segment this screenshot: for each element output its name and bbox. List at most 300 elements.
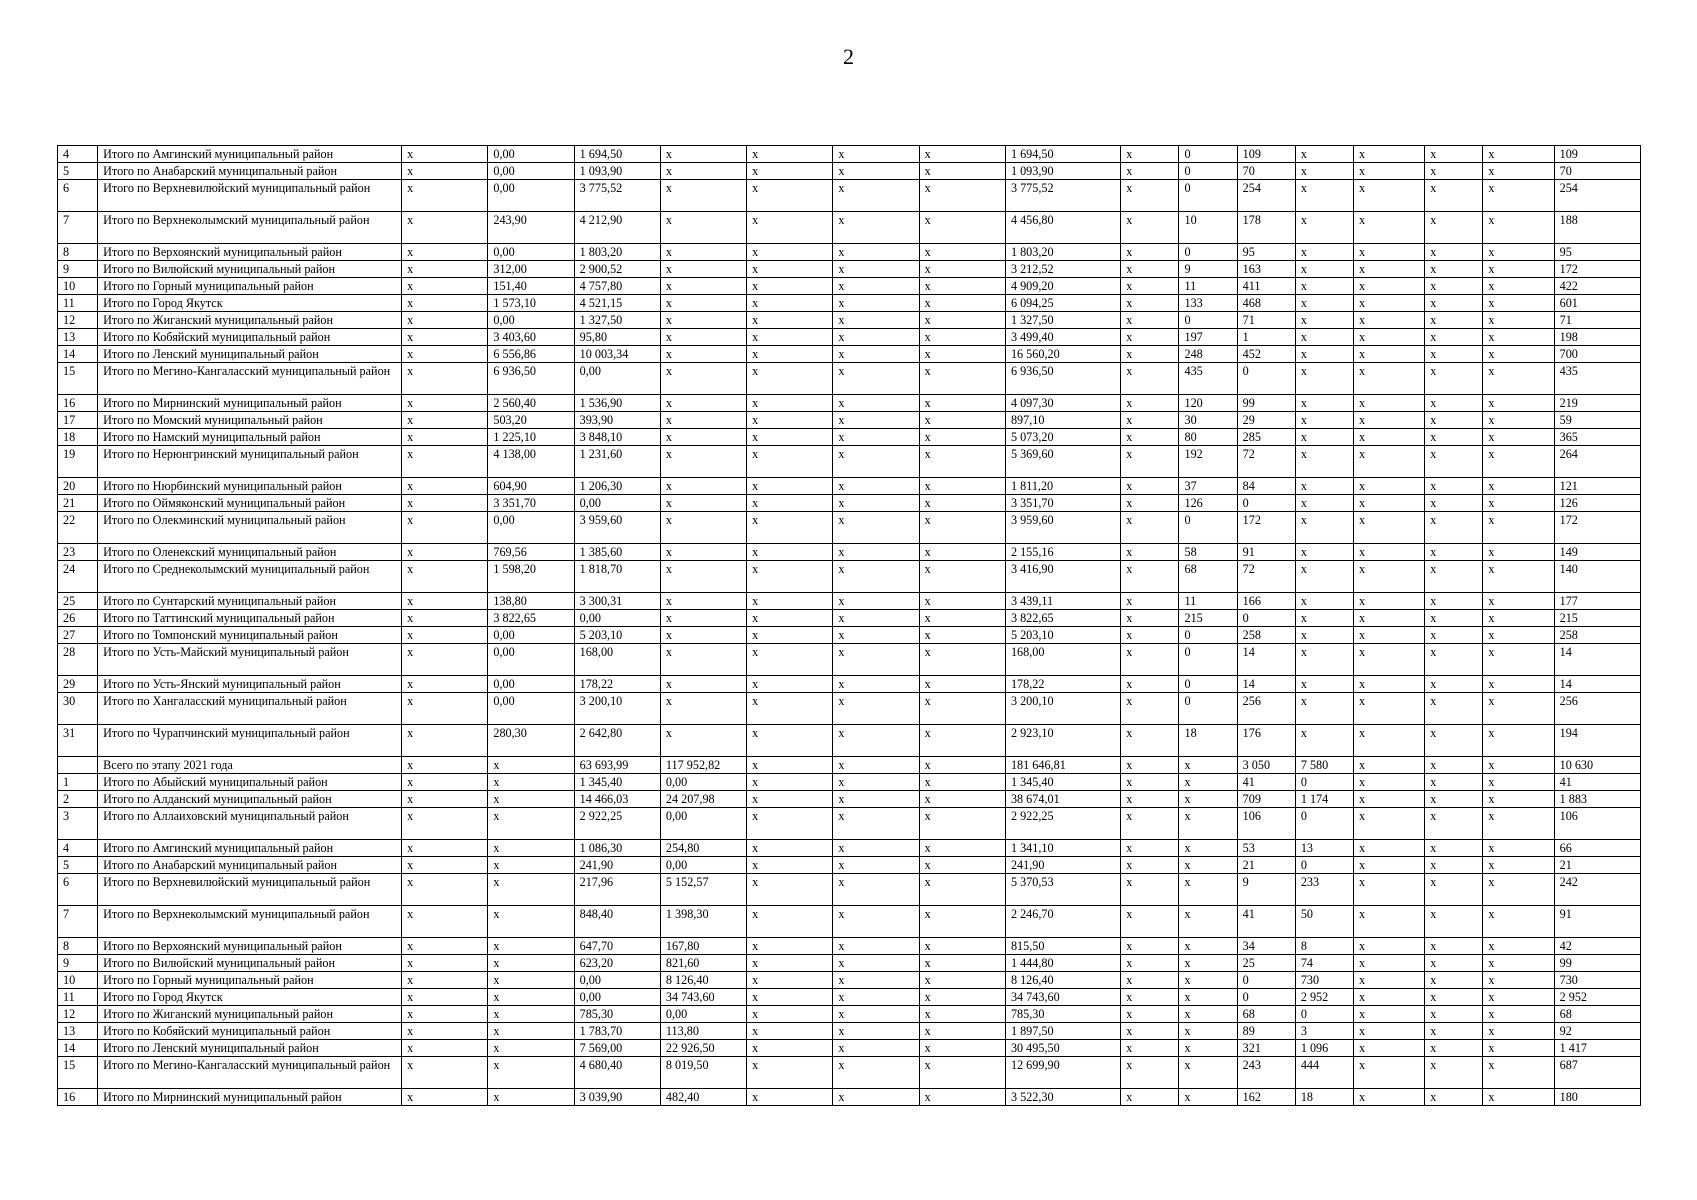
table-cell: x [402,1006,488,1023]
district-name-cell: Итого по Горный муниципальный район [98,278,402,295]
table-row [58,808,1641,840]
table-cell: x [1353,346,1424,363]
table-cell: x [747,1057,833,1089]
table-cell: 0 [1237,972,1295,989]
table-cell: 444 [1295,1057,1353,1089]
district-name-cell: Итого по Хангаласский муниципальный район [98,693,402,725]
table-cell: x [402,774,488,791]
table-cell: 71 [1237,312,1295,329]
table-cell: x [1425,346,1483,363]
district-name-cell: Итого по Вилюйский муниципальный район [98,261,402,278]
row-number-cell: 30 [58,693,98,725]
table-cell: x [402,278,488,295]
table-cell: x [1179,938,1237,955]
table-cell: x [833,1057,919,1089]
table-cell: x [747,329,833,346]
table-cell: x [660,180,746,212]
table-body [58,146,1641,1106]
table-row [58,429,1641,446]
table-cell: 198 [1554,329,1640,346]
table-cell: 0 [1237,363,1295,395]
table-cell: 1 327,50 [1005,312,1120,329]
table-cell: 109 [1554,146,1640,163]
table-cell: 0,00 [488,244,574,261]
table-cell: x [747,1023,833,1040]
table-cell: 0,00 [574,972,660,989]
table-cell: 254 [1554,180,1640,212]
table-cell: 0,00 [488,180,574,212]
row-number-cell: 12 [58,312,98,329]
table-cell: x [1179,1023,1237,1040]
table-cell: 3 439,11 [1005,593,1120,610]
table-cell: 0,00 [660,808,746,840]
table-cell: 623,20 [574,955,660,972]
table-cell: x [402,938,488,955]
table-cell: x [402,627,488,644]
table-cell: x [1121,840,1179,857]
table-row [58,676,1641,693]
table-cell: x [833,180,919,212]
table-cell: 8 126,40 [660,972,746,989]
table-cell: x [747,1089,833,1106]
table-cell: x [1121,1040,1179,1057]
table-cell: x [1353,512,1424,544]
table-cell: 1 345,40 [1005,774,1120,791]
table-cell: x [1353,593,1424,610]
row-number-cell: 5 [58,163,98,180]
table-cell: x [660,146,746,163]
table-cell: 730 [1295,972,1353,989]
housing-program-table [57,145,1641,1106]
table-cell: x [919,610,1005,627]
table-cell: x [1179,955,1237,972]
table-cell: x [402,906,488,938]
row-number-cell: 14 [58,1040,98,1057]
row-number-cell: 16 [58,1089,98,1106]
table-cell: 30 495,50 [1005,1040,1120,1057]
table-cell: x [488,906,574,938]
table-cell: x [1121,906,1179,938]
table-cell: 172 [1237,512,1295,544]
table-cell: 1 345,40 [574,774,660,791]
table-cell: x [833,163,919,180]
table-cell: x [919,261,1005,278]
table-row [58,644,1641,676]
table-cell: x [833,295,919,312]
table-cell: x [402,429,488,446]
table-row [58,495,1641,512]
table-cell: 730 [1554,972,1640,989]
table-cell: x [402,395,488,412]
table-cell: x [1483,627,1554,644]
row-number-cell: 13 [58,329,98,346]
table-cell: x [833,561,919,593]
table-cell: x [1353,676,1424,693]
table-cell: x [1353,495,1424,512]
table-cell: 241,90 [574,857,660,874]
row-number-cell: 6 [58,180,98,212]
row-number-cell: 18 [58,429,98,446]
table-cell: 0,00 [488,693,574,725]
table-cell: x [402,989,488,1006]
table-cell: x [402,808,488,840]
district-name-cell: Всего по этапу 2021 года [98,757,402,774]
table-cell: 6 936,50 [1005,363,1120,395]
table-cell: x [1483,857,1554,874]
table-cell: x [833,244,919,261]
table-cell: x [402,1089,488,1106]
table-cell: 25 [1237,955,1295,972]
table-cell: 3 775,52 [574,180,660,212]
district-name-cell: Итого по Оймяконский муниципальный район [98,495,402,512]
table-cell: x [1353,295,1424,312]
table-cell: x [1483,774,1554,791]
table-cell: x [1425,561,1483,593]
table-cell: 42 [1554,938,1640,955]
table-cell: x [1295,180,1353,212]
table-cell: x [1121,725,1179,757]
table-cell: 91 [1237,544,1295,561]
table-cell: x [1179,808,1237,840]
district-name-cell: Итого по Верхневилюйский муниципальный район [98,180,402,212]
table-cell: x [1483,446,1554,478]
table-cell: x [1121,610,1179,627]
table-cell: x [1483,757,1554,774]
table-cell: 5 369,60 [1005,446,1120,478]
table-cell: x [402,512,488,544]
table-cell: x [402,544,488,561]
table-cell: 393,90 [574,412,660,429]
table-cell: x [833,955,919,972]
table-cell: x [1121,278,1179,295]
table-cell: 0,00 [660,857,746,874]
table-cell: x [1121,312,1179,329]
table-cell: x [1483,1089,1554,1106]
table-cell: x [833,593,919,610]
table-cell: x [402,874,488,906]
table-cell: x [1483,278,1554,295]
table-cell: x [919,906,1005,938]
table-cell: x [747,693,833,725]
table-cell: 815,50 [1005,938,1120,955]
table-cell: x [1483,808,1554,840]
table-cell: x [660,725,746,757]
table-cell: x [1353,627,1424,644]
row-number-cell: 16 [58,395,98,412]
table-cell: 162 [1237,1089,1295,1106]
table-cell: 4 138,00 [488,446,574,478]
table-cell: x [1425,644,1483,676]
table-cell: 50 [1295,906,1353,938]
table-cell: x [833,644,919,676]
table-cell: x [747,808,833,840]
table-cell: x [1353,693,1424,725]
table-cell: 1 818,70 [574,561,660,593]
table-cell: x [747,544,833,561]
district-name-cell: Итого по Мирнинский муниципальный район [98,1089,402,1106]
table-cell: 38 674,01 [1005,791,1120,808]
table-cell: 219 [1554,395,1640,412]
table-cell: 0,00 [660,1006,746,1023]
table-cell: x [660,395,746,412]
table-cell: x [402,972,488,989]
table-cell: 1 811,20 [1005,478,1120,495]
table-cell: 178 [1237,212,1295,244]
table-cell: x [1295,429,1353,446]
table-cell: 422 [1554,278,1640,295]
table-cell: x [402,163,488,180]
table-cell: x [747,676,833,693]
table-cell: x [1353,478,1424,495]
table-cell: x [1121,180,1179,212]
table-cell: x [1483,244,1554,261]
table-cell: x [919,146,1005,163]
row-number-cell: 1 [58,774,98,791]
table-cell: 4 456,80 [1005,212,1120,244]
table-cell: x [1121,544,1179,561]
table-cell: x [402,561,488,593]
table-cell: 177 [1554,593,1640,610]
table-cell: x [660,478,746,495]
table-cell: 14 [1237,676,1295,693]
table-cell: 3 039,90 [574,1089,660,1106]
table-cell: x [1353,757,1424,774]
table-cell: x [660,163,746,180]
table-cell: x [1179,757,1237,774]
table-cell: x [660,261,746,278]
table-cell: x [919,1089,1005,1106]
table-cell: 22 926,50 [660,1040,746,1057]
table-cell: x [1425,791,1483,808]
table-cell: x [747,874,833,906]
table-cell: 0,00 [488,512,574,544]
table-cell: x [833,1006,919,1023]
table-cell: 601 [1554,295,1640,312]
table-cell: 503,20 [488,412,574,429]
table-cell: 58 [1179,544,1237,561]
table-row [58,840,1641,857]
district-name-cell: Итого по Верхоянский муниципальный район [98,938,402,955]
table-cell: 68 [1237,1006,1295,1023]
table-cell: x [1121,857,1179,874]
district-name-cell: Итого по Верхоянский муниципальный район [98,244,402,261]
table-cell: 3 499,40 [1005,329,1120,346]
table-cell: x [1353,395,1424,412]
table-cell: x [402,363,488,395]
table-cell: x [1353,938,1424,955]
table-cell: 365 [1554,429,1640,446]
table-cell: x [919,180,1005,212]
table-cell: x [1121,1006,1179,1023]
table-cell: x [660,693,746,725]
table-cell: x [919,989,1005,1006]
table-cell: x [1483,261,1554,278]
table-cell: x [833,627,919,644]
table-cell: x [1483,840,1554,857]
table-cell: 63 693,99 [574,757,660,774]
table-cell: 0,00 [488,163,574,180]
table-cell: 647,70 [574,938,660,955]
table-cell: x [1179,791,1237,808]
table-cell: x [1483,395,1554,412]
table-cell: x [1483,561,1554,593]
table-cell: x [488,840,574,857]
table-cell: x [1425,840,1483,857]
table-cell: x [747,906,833,938]
table-cell: x [1179,840,1237,857]
table-cell: x [1121,346,1179,363]
table-row [58,972,1641,989]
table-row [58,725,1641,757]
table-cell: x [1179,857,1237,874]
table-cell: 180 [1554,1089,1640,1106]
table-cell: 2 642,80 [574,725,660,757]
table-cell: 2 923,10 [1005,725,1120,757]
table-cell: 197 [1179,329,1237,346]
table-cell: x [488,938,574,955]
table-cell: x [747,512,833,544]
table-cell: 0 [1295,1006,1353,1023]
table-cell: 821,60 [660,955,746,972]
table-cell: x [833,412,919,429]
table-cell: 37 [1179,478,1237,495]
table-cell: x [1425,544,1483,561]
district-name-cell: Итого по Намский муниципальный район [98,429,402,446]
table-cell: 2 155,16 [1005,544,1120,561]
table-cell: x [1483,791,1554,808]
table-cell: x [1353,1023,1424,1040]
table-cell: x [919,791,1005,808]
table-cell: 120 [1179,395,1237,412]
table-cell: x [833,840,919,857]
table-cell: x [1121,495,1179,512]
row-number-cell: 27 [58,627,98,644]
table-cell: x [1121,212,1179,244]
table-cell: x [402,412,488,429]
table-cell: x [1425,512,1483,544]
row-number-cell: 13 [58,1023,98,1040]
table-cell: x [1483,163,1554,180]
table-cell: 687 [1554,1057,1640,1089]
table-cell: x [1353,146,1424,163]
table-cell: x [1353,180,1424,212]
table-cell: x [833,278,919,295]
table-cell: x [747,312,833,329]
table-cell: x [919,676,1005,693]
table-cell: x [660,212,746,244]
table-cell: x [1353,906,1424,938]
table-row [58,295,1641,312]
table-cell: 1 598,20 [488,561,574,593]
district-name-cell: Итого по Кобяйский муниципальный район [98,1023,402,1040]
table-cell: x [1483,989,1554,1006]
row-number-cell: 12 [58,1006,98,1023]
district-name-cell: Итого по Усть-Майский муниципальный район [98,644,402,676]
table-cell: 5 203,10 [574,627,660,644]
table-cell: x [1425,329,1483,346]
table-row [58,610,1641,627]
table-cell: x [1425,972,1483,989]
table-cell: x [402,180,488,212]
table-cell: x [747,561,833,593]
row-number-cell: 20 [58,478,98,495]
table-row [58,312,1641,329]
table-cell: 3 959,60 [574,512,660,544]
table-cell: x [747,346,833,363]
district-name-cell: Итого по Оленекский муниципальный район [98,544,402,561]
table-cell: 4 212,90 [574,212,660,244]
district-name-cell: Итого по Амгинский муниципальный район [98,840,402,857]
table-cell: 1 [1237,329,1295,346]
table-cell: x [1353,644,1424,676]
table-cell: x [833,429,919,446]
row-number-cell: 28 [58,644,98,676]
row-number-cell: 22 [58,512,98,544]
table-cell: x [919,478,1005,495]
row-number-cell: 26 [58,610,98,627]
table-cell: 0,00 [488,627,574,644]
district-name-cell: Итого по Сунтарский муниципальный район [98,593,402,610]
table-cell: 178,22 [574,676,660,693]
table-cell: x [488,857,574,874]
table-cell: x [919,1040,1005,1057]
table-cell: x [1425,163,1483,180]
table-cell: x [1121,676,1179,693]
table-cell: x [1121,446,1179,478]
table-cell: x [1483,610,1554,627]
table-cell: 7 569,00 [574,1040,660,1057]
table-cell: x [488,972,574,989]
table-cell: 16 560,20 [1005,346,1120,363]
table-cell: x [1425,989,1483,1006]
table-cell: 2 952 [1554,989,1640,1006]
table-cell: x [747,593,833,610]
table-cell: x [488,808,574,840]
row-number-cell: 2 [58,791,98,808]
table-cell: x [1425,627,1483,644]
district-name-cell: Итого по Верхневилюйский муниципальный район [98,874,402,906]
table-cell: 3 775,52 [1005,180,1120,212]
table-cell: x [1295,346,1353,363]
table-cell: 14 [1554,644,1640,676]
table-cell: 1 783,70 [574,1023,660,1040]
table-cell: 3 300,31 [574,593,660,610]
table-cell: x [1353,1040,1424,1057]
table-cell: x [1483,412,1554,429]
table-cell: x [1121,395,1179,412]
table-cell: x [747,278,833,295]
table-cell: 138,80 [488,593,574,610]
table-cell: x [919,412,1005,429]
table-cell: x [833,906,919,938]
table-cell: 11 [1179,593,1237,610]
table-cell: x [919,627,1005,644]
table-cell: x [1483,725,1554,757]
table-cell: x [919,874,1005,906]
table-cell: 10 630 [1554,757,1640,774]
table-cell: 254 [1237,180,1295,212]
table-cell: x [402,261,488,278]
table-cell: x [1121,627,1179,644]
table-cell: 233 [1295,874,1353,906]
table-cell: x [1425,261,1483,278]
table-cell: 1 444,80 [1005,955,1120,972]
table-cell: x [747,163,833,180]
table-cell: x [1425,212,1483,244]
table-cell: 6 936,50 [488,363,574,395]
table-cell: 0,00 [488,644,574,676]
table-cell: x [919,1057,1005,1089]
